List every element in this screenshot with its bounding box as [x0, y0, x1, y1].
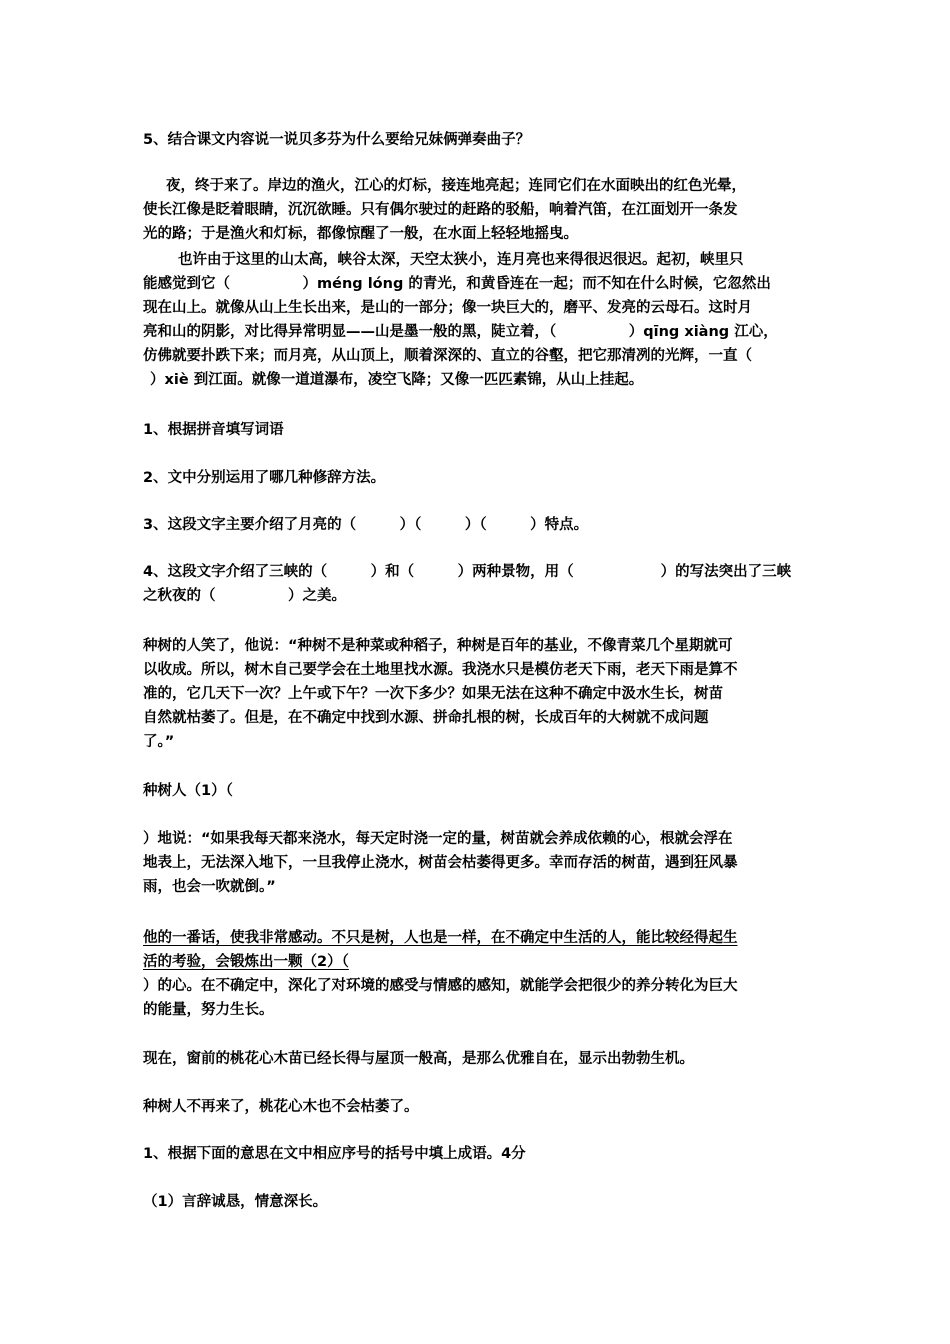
- passage-line: 的能量，努力生长。: [143, 1002, 274, 1018]
- question-4: 4、这段文字介绍了三峡的（ ）和（ ）两种景物，用（ ）的写法突出了三峡: [143, 564, 792, 580]
- question-1: 1、根据拼音填写词语: [143, 422, 284, 438]
- question-idiom-item-1: （1）言辞诚恳，情意深长。: [143, 1194, 328, 1210]
- passage-line: 使长江像是眨着眼睛，沉沉欲睡。只有偶尔驶过的赶路的驳船，响着汽笛，在江面划开一条发: [143, 202, 738, 218]
- passage-line: 地表上，无法深入地下，一旦我停止浇水，树苗会枯萎得更多。幸而存活的树苗，遇到狂风暴: [143, 855, 738, 871]
- passage-line: 能感觉到它（ ）méng lóng 的青光，和黄昏连在一起；而不知在什么时候，它忽然出: [143, 276, 771, 292]
- question-4-cont: 之秋夜的（ ）之美。: [143, 588, 346, 604]
- passage-line: 亮和山的阴影，对比得异常明显——山是墨一般的黑，陡立着，（ ）qīng xiàng 江心，: [143, 324, 778, 340]
- passage-line: 准的，它几天下一次？上午或下午？一次下多少？如果无法在这种不确定中汲水生长，树苗: [143, 686, 723, 702]
- passage-line: 光的路；于是渔火和灯标，都像惊醒了一般，在水面上轻轻地摇曳。: [143, 226, 578, 242]
- underlined-sentence: 活的考验，会锻炼出一颗（2）（: [143, 954, 349, 970]
- passage-line: 了。”: [143, 734, 175, 750]
- passage-line: 也许由于这里的山太高，峡谷太深，天空太狭小，连月亮也来得很迟很迟。起初，峡里只: [178, 252, 744, 268]
- passage-line: 种树的人笑了，他说：“种树不是种菜或种稻子，种树是百年的基业，不像青菜几个星期就可: [143, 638, 733, 654]
- passage-line: ）地说：“如果我每天都来浇水，每天定时浇一定的量，树苗就会养成依赖的心，根就会浮在: [143, 831, 733, 847]
- underlined-sentence: 他的一番话，使我非常感动。不只是树，人也是一样，在不确定中生活的人，能比较经得起生: [143, 930, 738, 946]
- passage-line: 仿佛就要扑跌下来；而月亮，从山顶上，顺着深深的、直立的谷壑，把它那清冽的光辉，一直（: [143, 348, 752, 364]
- question-idiom: 1、根据下面的意思在文中相应序号的括号中填上成语。4分: [143, 1146, 526, 1162]
- question-5: 5、结合课文内容说一说贝多芬为什么要给兄妹俩弹奏曲子？: [143, 132, 531, 148]
- question-2: 2、文中分别运用了哪几种修辞方法。: [143, 470, 386, 486]
- passage-line: 种树人（1）（: [143, 783, 233, 799]
- passage-line: 夜，终于来了。岸边的渔火，江心的灯标，接连地亮起；连同它们在水面映出的红色光晕，: [166, 178, 746, 194]
- passage-line: 现在，窗前的桃花心木苗已经长得与屋顶一般高，是那么优雅自在，显示出勃勃生机。: [143, 1051, 694, 1067]
- question-3: 3、这段文字主要介绍了月亮的（ ）（ ）（ ）特点。: [143, 517, 589, 533]
- passage-line: ）的心。在不确定中，深化了对环境的感受与情感的感知，就能学会把很少的养分转化为巨大: [143, 978, 738, 994]
- passage-line: 种树人不再来了，桃花心木也不会枯萎了。: [143, 1099, 419, 1115]
- passage-line: 现在山上。就像从山上生长出来，是山的一部分；像一块巨大的，磨平、发亮的云母石。这时月: [143, 300, 752, 316]
- passage-line: ）xiè 到江面。就像一道道瀑布，凌空飞降；又像一匹匹素锦，从山上挂起。: [150, 372, 644, 388]
- passage-line: 以收成。所以，树木自己要学会在土地里找水源。我浇水只是模仿老天下雨，老天下雨是算不: [143, 662, 738, 678]
- passage-line: 自然就枯萎了。但是，在不确定中找到水源、拼命扎根的树，长成百年的大树就不成问题: [143, 710, 709, 726]
- passage-line: 雨，也会一吹就倒。”: [143, 879, 276, 895]
